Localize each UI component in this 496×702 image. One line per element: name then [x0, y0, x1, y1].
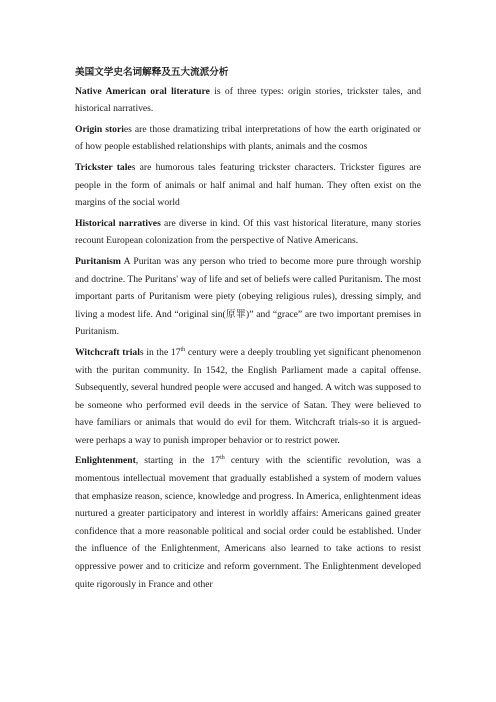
paragraph-text-lead: s in the 17 — [139, 346, 181, 358]
term-witchcraft-trials: Witchcraft trial — [75, 346, 140, 358]
term-trickster-tales: Trickster tale — [75, 161, 132, 173]
term-origin-stories: Origin stori — [75, 123, 124, 135]
paragraph-enlightenment — [75, 452, 421, 593]
paragraph-native-american-oral-literature — [75, 83, 421, 118]
document-title: 美国文学史名词解释及五大流派分析 — [75, 67, 229, 78]
superscript-th: th — [220, 455, 225, 462]
paragraph-trickster-tales — [75, 159, 421, 212]
paragraph-text: A Puritan was any person who tried to become more pure through worship and doctrine. The Puritans' way of life and set of beliefs were called Puritanism. The most important parts of Puritanism were piety (obeying religious rules), dressing simply, and living a modest life. And “original sin(原罪)” and “grace” are two important premises in Puritanism. — [75, 255, 421, 338]
term-enlightenment: Enlightenment — [75, 455, 136, 467]
paragraph-historical-narratives — [75, 215, 421, 250]
paragraph-text: century were a deeply troubling yet significant phenomenon with the puritan community. In 1542, the English Parliament made a capital offense. Subsequently, several hundred people were accused and hanged. A witch was supposed to be someone who performed evil deeds in the service of Satan. They were believed to have familiars or animals that would do evil for them. Witchcraft trials-so it is argued- were perhaps a way to punish improper behavior or to restrict power. — [75, 346, 421, 446]
paragraph-witchcraft-trials — [75, 344, 421, 450]
paragraph-text: is of three types: origin stories, trickster tales, and historical narratives. — [75, 85, 422, 115]
paragraph-text: are diverse in kind. Of this vast historical literature, many stories recount European colonization from the perspective of Native Americans. — [75, 217, 421, 247]
paragraph-origin-stories — [75, 121, 421, 156]
term-historical-narratives: Historical narratives — [75, 217, 161, 229]
paragraph-text: es are those dramatizing tribal interpretations of how the earth originated or of how people established relationships with plants, animals and the cosmos — [75, 123, 422, 153]
paragraph-text-lead: , starting in the 17 — [135, 455, 221, 467]
term-puritanism: Puritanism — [75, 255, 121, 267]
paragraph-text: century with the scientific revolution, was a momentous intellectual movement that gradually established a system of modern values that emphasize reason, science, knowledge and progress. In America, enlightenment ideas nurtured a greater participatory and interest in worldly affairs: Americans gained greater confidence that a more reasonable political and social order could be established. Under the influence of the Enlightenment, Americans also learned to take actions to resist oppressive power and to criticize and reform government. The Enlightenment developed quite rigorously in France and other — [75, 455, 422, 590]
term-native-american-oral-literature: Native American oral literature — [75, 85, 210, 97]
superscript-th: th — [180, 346, 186, 353]
paragraph-puritanism — [75, 253, 421, 341]
paragraph-text: s are humorous tales featuring trickster characters. Trickster figures are people in the form of animals or half animal and half human. They often exist on the margins of the social world — [75, 161, 421, 209]
document-page — [75, 64, 421, 596]
